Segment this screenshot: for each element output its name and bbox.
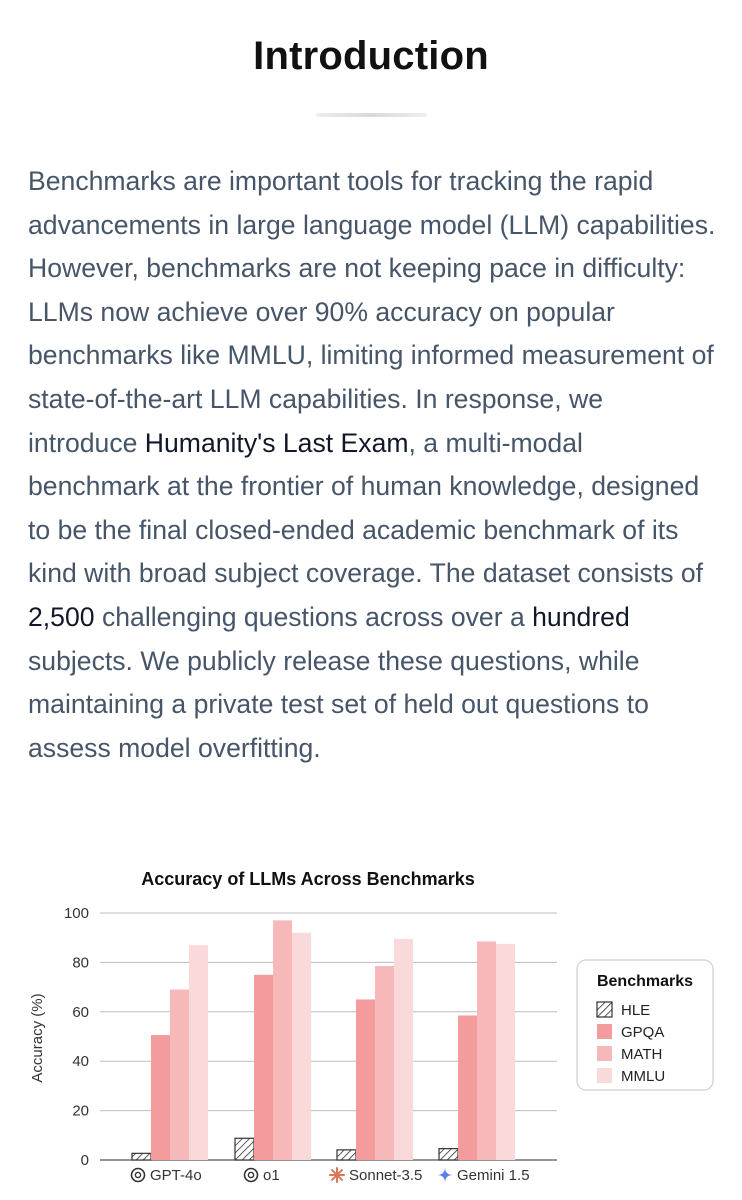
x-tick-label: GPT-4o <box>150 1167 202 1184</box>
openai-logo-icon <box>132 1169 145 1182</box>
bar-math-3 <box>477 941 496 1160</box>
x-tick-label: Sonnet-3.5 <box>349 1167 423 1184</box>
y-tick-label: 100 <box>63 905 89 922</box>
openai-logo-icon <box>245 1169 258 1182</box>
intro-text-1: Benchmarks are important tools for tracking the rapid advancements in large language model (LLM) capabilities. However, benchmarks are not keeping pace in difficulty: LLMs now achieve over 90% accuracy on popular benchmarks like MMLU, limiting informed measurement of state-of-the-art LLM capabilities. In response, we introduce <box>28 166 716 458</box>
bar-mmlu-1 <box>292 933 311 1160</box>
bar-gpqa-3 <box>458 1016 477 1160</box>
y-tick-label: 60 <box>72 1003 89 1021</box>
legend-title: Benchmarks <box>596 973 694 990</box>
page-title: Introduction <box>253 34 489 78</box>
bar-math-2 <box>375 966 394 1160</box>
intro-text-4: subjects. We publicly release these questions, while maintaining a private test set of held out questions to assess model overfitting. <box>28 645 649 763</box>
y-tick-label: 80 <box>72 954 89 972</box>
chart-title: Accuracy of LLMs Across Benchmarks <box>141 869 475 889</box>
question-count: 2,500 <box>28 601 95 632</box>
bar-hle-0 <box>132 1153 151 1160</box>
bar-gpqa-0 <box>151 1035 170 1160</box>
legend-swatch-mmlu <box>597 1068 612 1083</box>
accuracy-bar-chart <box>0 850 742 1190</box>
chart-container <box>0 850 742 1190</box>
legend-label-hle: HLE <box>621 1002 651 1019</box>
legend-swatch-math <box>597 1046 612 1061</box>
legend-swatch-gpqa <box>597 1024 612 1039</box>
y-tick-label: 40 <box>72 1053 89 1071</box>
y-tick-label: 20 <box>72 1102 89 1120</box>
intro-paragraph <box>28 160 718 770</box>
intro-text-2: , a multi-modal benchmark at the frontier of human knowledge, designed to be the final closed-ended academic benchmark of its kind with broad subject coverage. The dataset consists of <box>28 427 704 589</box>
y-tick-label: 0 <box>80 1152 89 1169</box>
bar-mmlu-0 <box>189 945 208 1160</box>
bar-hle-2 <box>337 1150 356 1160</box>
gemini-star-icon <box>437 1167 453 1183</box>
x-tick-label: Gemini 1.5 <box>457 1167 530 1184</box>
bar-mmlu-2 <box>394 939 413 1160</box>
anthropic-logo-icon <box>330 1168 344 1182</box>
legend-swatch-hle <box>597 1002 612 1017</box>
bar-math-1 <box>273 920 292 1160</box>
title-divider <box>316 113 427 117</box>
x-tick-label: o1 <box>263 1167 280 1184</box>
intro-text-3: challenging questions across over a <box>94 601 533 632</box>
bar-gpqa-2 <box>356 999 375 1160</box>
legend-label-mmlu: MMLU <box>621 1068 666 1085</box>
legend-label-math: MATH <box>621 1046 663 1063</box>
legend-label-gpqa: GPQA <box>621 1024 665 1041</box>
bar-hle-3 <box>439 1149 458 1160</box>
bar-gpqa-1 <box>254 975 273 1160</box>
benchmark-name: Humanity's Last Exam <box>144 427 409 458</box>
bar-mmlu-3 <box>496 944 515 1160</box>
bars <box>132 920 515 1160</box>
y-axis-label: Accuracy (%) <box>29 993 46 1083</box>
subject-count: hundred <box>532 601 630 632</box>
legend <box>577 960 713 1090</box>
bar-math-0 <box>170 990 189 1160</box>
bar-hle-1 <box>235 1138 254 1160</box>
